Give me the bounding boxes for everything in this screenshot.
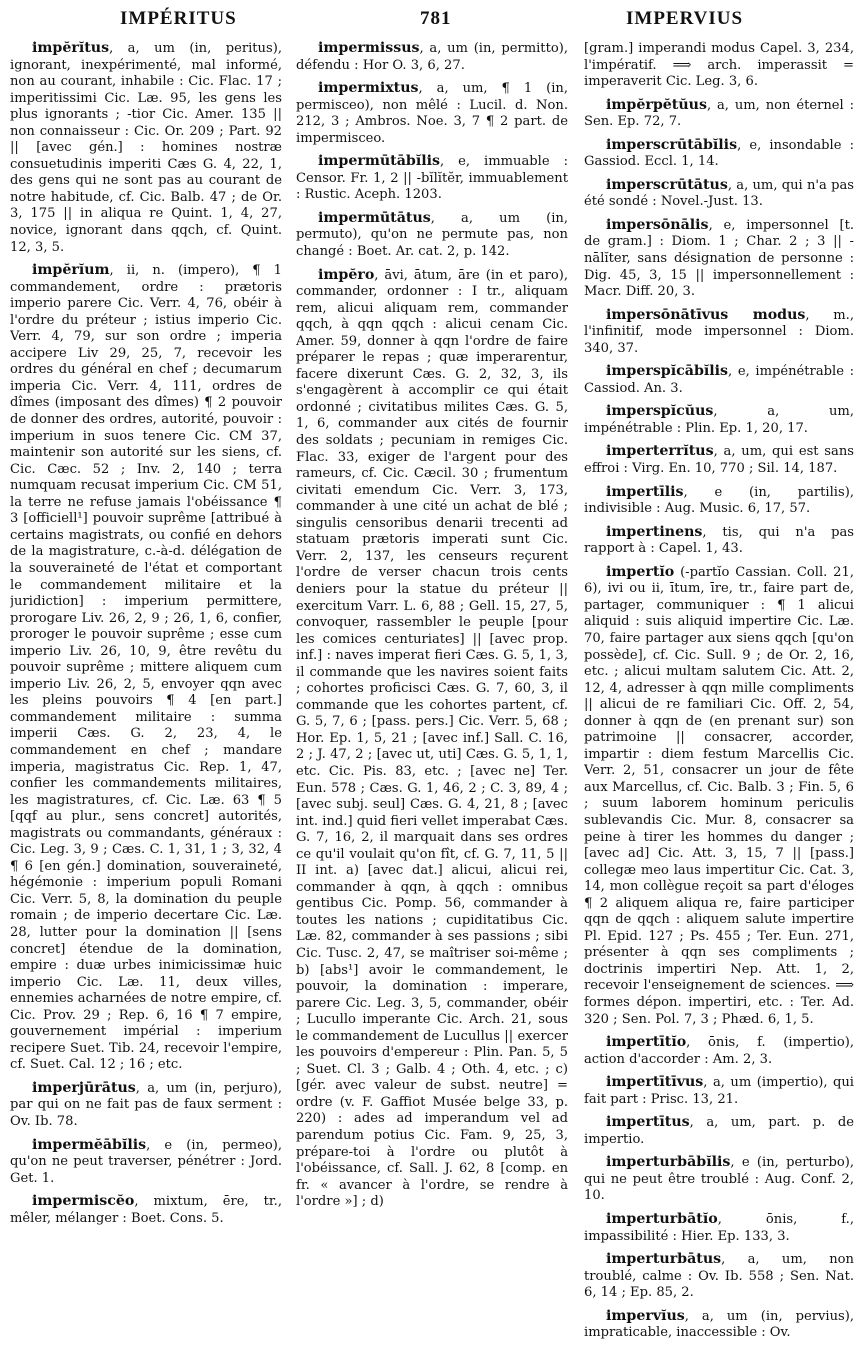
entry-headword: impĕrĭtus	[32, 40, 110, 56]
entry-headword: impermūtātus	[318, 209, 431, 226]
entry-definition: , a, um, impénétrable : Plin. Ep. 1, 20, 17.	[584, 404, 854, 436]
entry-headword: impermissus	[318, 40, 420, 56]
dictionary-entry	[296, 210, 568, 261]
running-head-right: IMPERVIUS	[626, 8, 744, 29]
dictionary-entry	[584, 443, 854, 477]
dictionary-entry	[584, 40, 854, 91]
dictionary-entry	[584, 137, 854, 171]
entry-definition: , a, um (in, permitto), défendu : Hor O. 3, 6, 27.	[296, 41, 568, 73]
entry-headword: impertinens	[606, 523, 703, 540]
dictionary-entry	[584, 307, 854, 358]
dictionary-entry	[584, 97, 854, 131]
entry-definition: , tis, qui n'a pas rapport à : Capel. 1, 43.	[584, 524, 854, 557]
dictionary-entry	[584, 1154, 854, 1205]
column-3	[584, 40, 854, 1355]
entry-definition: , a, um, ¶ 1 (in, permisceo), non mêlé : Lucil. d. Non. 212, 3 ; Ambros. Noe. 3, 7 ¶ 2 part. de impermisceo.	[296, 81, 568, 146]
entry-headword: imperjūrātus	[32, 1079, 136, 1096]
entry-headword: impermĕābĭlis	[32, 1136, 147, 1153]
entry-headword: impermiscĕo	[32, 1193, 135, 1210]
entry-definition: , e (in, perturbo), qui ne peut être troublé : Aug. Conf. 2, 10.	[584, 1155, 854, 1204]
dictionary-entry	[584, 363, 854, 397]
running-head-left: IMPÉRITUS	[120, 8, 237, 29]
dictionary-entry	[584, 564, 854, 1028]
entry-headword: impĕro	[318, 266, 375, 283]
dictionary-entry	[584, 1034, 854, 1068]
dictionary-entry	[584, 1211, 854, 1245]
entry-headword: imperspĭcābĭlis	[606, 363, 729, 380]
entry-definition: , āvi, ātum, āre (in et paro), commander, ordonner : I tr., aliquam rem, alicui aliquam rem, commander qqch, à qqn qqch : alicui cenam Cic. Amer. 59, donner à qqn l'ordre de faire préparer le repas ; quæ imperarentur, facere dixerunt Cæs. G. 2, 32, 3, ils s'engagèrent à accomplir ce qui était ordonné ; civitatibus milites Cæs. G. 5, 1, 6, commander aux cités de fournir des soldats ; pecuniam in remiges Cic. Flac. 33, exiger de l'argent pour des rameurs, cf. Cic. Cæcil. 30 ; frumentum civitati emendum Cic. Verr. 3, 173, commander à une cité un achat de blé ; singulis censoribus denarii trecenti ad statuam prætoris imperati sunt Cic. Verr. 2, 137, les censeurs reçurent l'ordre de verser chacun trois cents deniers pour la statue du préteur || exercitum Varr. L. 6, 88 ; Gell. 15, 27, 5, convoquer, rassembler le peuple [pour les comices centuriates] || [avec prop. inf.] : naves imperat fieri Cæs. G. 5, 1, 3, il commande que les navires soient faits ; cohortes proficisci Cæs. G. 7, 60, 3, il commande que les cohortes partent, cf. G. 5, 7, 6 ; [pass. pers.] Cic. Verr. 5, 68 ; Hor. Ep. 1, 5, 21 ; [avec inf.] Sall. C. 16, 2 ; J. 47, 2 ; [avec ut, uti] Cæs. G. 5, 1, 1, etc. Cic. Pis. 83, etc. ; [avec ne] Ter. Eun. 578 ; Cæs. G. 1, 46, 2 ; C. 3, 89, 4 ; [avec subj. seul] Cæs. G. 4, 21, 8 ; [avec int. ind.] quid fieri vellet imperabat Cæs. G. 7, 16, 2, il marquait dans ses ordres ce qu'il voulait qu'on fît, cf. G. 7, 11, 5 || II int. a) [avec dat.] alicui, alicui rei, commander à qqn, à qqch : omnibus gentibus Cic. Pomp. 56, commander à toutes les nations ; cupiditatibus Cic. Læ. 82, commander à ses passions ; sibi Cic. Tusc. 2, 47, se maîtriser soi-même ; b) [abs¹] avoir le commandement, le pouvoir, la domination : imperare, parere Cic. Leg. 3, 5, commander, obéir ; Lucullo imperante Cic. Arch. 21, sous le commandement de Lucullus || exercer les pouvoirs d'empereur : Plin. Pan. 5, 5 ; Suet. Cl. 3 ; Galb. 4 ; Oth. 4, etc. ; c) [gér. avec valeur de subst. neutre] = ordre (v. F. Gaffiot Musée belge 33, p. 220) : ades ad imperandum vel ad parendum potius Cic. Fam. 9, 25, 3, prépare-toi à l'ordre ou plutôt à l'obéissance, cf. Sall. J. 62, 8 [comp. en fr. « avancer à l'ordre, se rendre à l'ordre »] ; d)	[296, 267, 568, 1210]
entry-headword: imperscrūtātus	[606, 176, 728, 193]
entry-definition: , a, um, qui n'a pas été sondé : Novel.-Just. 13.	[584, 177, 854, 210]
dictionary-entry	[584, 177, 854, 211]
entry-headword: impermūtābĭlis	[318, 153, 440, 170]
entry-headword: impertītĭo	[606, 1034, 687, 1051]
entry-headword: impersōnātīvus modus	[606, 306, 806, 323]
entry-definition: , a, um (in, peritus), ignorant, inexpérimenté, mal informé, non au courant, inhabile : Cic. Flac. 17 ; imperitissimi Cic. Læ. 95, les gens les plus ignorants ; -tior Cic. Amer. 135 || non connaisseur : Cic. Or. 209 ; Part. 92 || [avec gén.] : homines nostræ consuetudinis imperiti Cæs G. 4, 22, 1, des gens qui ne sont pas au courant de notre habitude, cf. Cic. Balb. 47 ; de Or. 3, 175 || in aliqua re Quint. 1, 4, 27, novice, ignorant dans qqch, cf. Quint. 12, 3, 5.	[10, 41, 282, 255]
entry-definition: , a, um (in, pervius), impraticable, inaccessible : Ov.	[584, 1308, 854, 1341]
entry-headword: impervĭus	[606, 1307, 685, 1324]
entry-definition: , ii, n. (impero), ¶ 1 commandement, ordre : prætoris imperio parere Cic. Verr. 4, 76, obéir à l'ordre du préteur ; istius imperio Cic. Verr. 4, 79, sur son ordre ; imperia accipere Liv 29, 25, 7, recevoir les ordres du général en chef ; decumarum imperia Cic. Verr. 4, 111, ordres de dîmes (imposant des dîmes) ¶ 2 pouvoir de donner des ordres, autorité, pouvoir : imperium in suos tenere Cic. CM 37, maintenir son autorité sur les siens, cf. Cic. Cæc. 52 ; Inv. 2, 140 ; terra numquam recusat imperium Cic. CM 51, la terre ne refuse jamais l'obéissance ¶ 3 [officiell¹] pouvoir suprême [attribué à certains magistrats, ou confié en dehors de la magistrature, c.-à-d. délégation de la souveraineté de l'état et comportant le commandement militaire et la juridiction] : imperium permittere, prorogare Liv. 26, 2, 9 ; 26, 1, 6, confier, proroger le pouvoir suprême ; esse cum imperio Liv. 26, 10, 9, être revêtu du pouvoir suprême ; mittere aliquem cum imperio Liv. 26, 2, 5, envoyer qqn avec les pleins pouvoirs ¶ 4 [en part.] commandement militaire : summa imperii Cæs. G. 2, 23, 4, le commandement en chef ; mandare imperia, magistratus Cic. Rep. 1, 47, confier les commandements militaires, les magistratures, cf. Cic. Læ. 63 ¶ 5 [qqf au plur., sens concret] autorités, magistrats ou commandants, généraux : Cic. Leg. 3, 9 ; Cæs. C. 1, 31, 1 ; 3, 32, 4 ¶ 6 [en gén.] domination, souveraineté, hégémonie : imperium populi Romani Cic. Verr. 5, 8, la domination du peuple romain ; de imperio decertare Cic. Læ. 28, lutter pour la domination || [sens concret] étendue de la domination, empire : duæ urbes inimicissimæ huic imperio Cic. Læ. 11, deux villes, ennemies acharnées de notre empire, cf. Cic. Prov. 29 ; Rep. 6, 16 ¶ 7 empire, gouvernement impérial : imperium recipere Suet. Tib. 24, recevoir l'empire, cf. Suet. Cal. 12 ; 16 ; etc.	[10, 263, 282, 1073]
entry-definition: , m., l'infinitif, mode impersonnel : Diom. 340, 37.	[584, 307, 854, 356]
entry-headword: imperterrĭtus	[606, 443, 714, 460]
dictionary-entry	[584, 217, 854, 301]
entry-definition: , e, impersonnel [t. de gram.] : Diom. 1 ; Char. 2 ; 3 || -nālĭter, sans désignation de personne : Dig. 45, 3, 15 || impersonnellement : Macr. Diff. 20, 3.	[584, 217, 854, 300]
entry-definition: , a, um (in, permuto), qu'on ne permute pas, non changé : Boet. Ar. cat. 2, p. 142.	[296, 210, 568, 260]
entry-headword: imperspĭcŭus	[606, 403, 714, 420]
entry-definition: , e (in, partilis), indivisible : Aug. Music. 6, 17, 57.	[584, 484, 854, 517]
entry-headword: impertĭo	[606, 563, 675, 580]
entry-headword: imperscrūtābĭlis	[606, 136, 738, 153]
entry-headword: imperturbātus	[606, 1251, 722, 1268]
dictionary-entry	[584, 1114, 854, 1148]
dictionary-entry	[584, 1251, 854, 1302]
dictionary-entry	[296, 40, 568, 74]
entry-headword: impersōnālis	[606, 216, 709, 233]
column-2	[296, 40, 568, 1355]
page-header	[0, 0, 862, 42]
entry-definition: , ōnis, f. (impertio), action d'accorder : Am. 2, 3.	[584, 1035, 854, 1067]
entry-headword: impĕrpĕtŭus	[606, 96, 707, 113]
entry-definition: , e, insondable : Gassiod. Eccl. 1, 14.	[584, 137, 854, 170]
dictionary-entry	[296, 80, 568, 147]
entry-headword: impertītīvus	[606, 1074, 704, 1091]
page-number: 781	[420, 8, 452, 29]
entry-headword: imperturbābĭlis	[606, 1154, 731, 1171]
entry-definition: , a, um, non éternel : Sen. Ep. 72, 7.	[584, 97, 854, 130]
dictionary-entry	[296, 267, 568, 1211]
entry-definition: , a, um (in, perjuro), par qui on ne fait pas de faux serment : Ov. Ib. 78.	[10, 1080, 282, 1129]
entry-headword: impĕrĭum	[32, 262, 110, 279]
entry-definition: , a, um, non troublé, calme : Ov. Ib. 558 ; Sen. Nat. 6, 14 ; Ep. 85, 2.	[584, 1252, 854, 1301]
entry-definition: , a, um (impertio), qui fait part : Prisc. 13, 21.	[584, 1075, 854, 1107]
entry-definition: , e, impénétrable : Cassiod. An. 3.	[584, 364, 854, 396]
entry-definition: (-partĭo Cassian. Coll. 21, 6), ivi ou ii, ītum, īre, tr., faire part de, partager, communiquer : ¶ 1 alicui aliquid : suis aliquid impertire Cic. Læ. 70, faire partager aux siens qqch [qu'on possède], cf. Cic. Sull. 9 ; de Or. 2, 16, etc. ; alicui multam salutem Cic. Att. 2, 12, 4, adresser à qqn mille compliments || alicui de re familiari Cic. Off. 2, 54, donner à qqn de (en prenant sur) son patrimoine || consacrer, accorder, impartir : diem festum Marcellis Cic. Verr. 2, 51, consacrer un jour de fête aux Marcellus, cf. Cic. Balb. 3 ; Fin. 5, 6 ; suum laborem hominum periculis sublevandis Cic. Mur. 8, consacrer sa peine à tirer les hommes du danger ; [avec ad] Cic. Att. 3, 15, 7 || [pass.] collegæ meo laus impertitur Cic. Cat. 3, 14, mon collègue reçoit sa part d'éloges ¶ 2 aliquem aliqua re, faire participer qqn de qqch : aliquem salute impertire Pl. Epid. 127 ; Ps. 455 ; Ter. Eun. 271, présenter à qqn ses compliments ; doctrinis impertiri Nep. Att. 1, 2, recevoir l'enseignement de sciences. ⟹ formes dépon. impertiri, etc. : Ter. Ad. 320 ; Sen. Pol. 7, 3 ; Phæd. 6, 1, 5.	[584, 564, 854, 1027]
entry-headword: impertītus	[606, 1114, 690, 1131]
entry-definition: [gram.] imperandi modus Capel. 3, 234, l'impératif. ⟹ arch. imperassit = imperaverit Cic. Leg. 3, 6.	[584, 41, 854, 90]
entry-headword: imperturbātĭo	[606, 1211, 718, 1227]
dictionary-entry	[10, 262, 282, 1074]
dictionary-entry	[584, 1074, 854, 1108]
dictionary-entry	[584, 403, 854, 437]
entry-definition: , e (in, permeo), qu'on ne peut traverser, pénétrer : Jord. Get. 1.	[10, 1137, 282, 1186]
dictionary-entry	[10, 1193, 282, 1227]
entry-definition: , a, um, qui est sans effroi : Virg. En. 10, 770 ; Sil. 14, 187.	[584, 444, 854, 477]
dictionary-entry	[584, 484, 854, 518]
dictionary-entry	[296, 153, 568, 204]
dictionary-entry	[10, 1080, 282, 1131]
column-1	[10, 40, 282, 1355]
entry-headword: impertīlis	[606, 483, 684, 500]
entry-definition: , a, um, part. p. de impertio.	[584, 1115, 854, 1147]
entry-headword: impermixtus	[318, 80, 419, 97]
entry-definition: , e, immuable : Censor. Fr. 1, 2 || -bĭlĭtĕr, immuablement : Rustic. Aceph. 1203.	[296, 154, 568, 203]
entry-definition: , mixtum, ēre, tr., mêler, mélanger : Boet. Cons. 5.	[10, 1194, 282, 1226]
dictionary-entry	[584, 1308, 854, 1342]
dictionary-entry	[584, 524, 854, 558]
dictionary-entry	[10, 1137, 282, 1188]
dictionary-entry	[10, 40, 282, 256]
entry-definition: , ōnis, f., impassibilité : Hier. Ep. 133, 3.	[584, 1212, 854, 1244]
